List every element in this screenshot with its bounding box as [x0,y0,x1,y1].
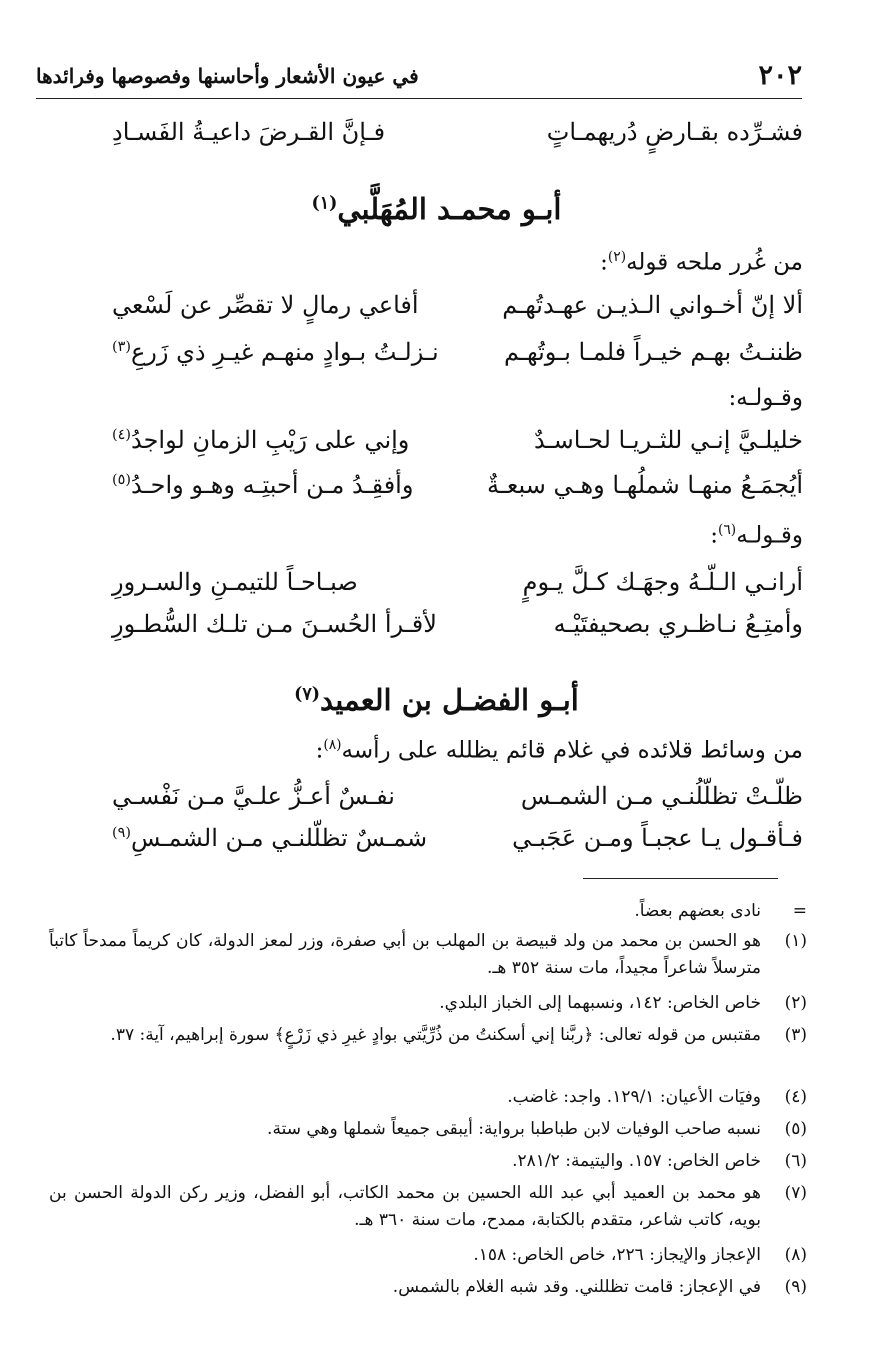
intro-colon: : [315,737,324,764]
verse-first-hemistich: وأمتِـعُ نـاظـري بصحيفتَيْـه [553,610,803,638]
intro-line [600,249,803,276]
verse-second-hemistich [112,428,409,452]
footnote-separator [583,878,778,879]
footnote-number: (٢) [784,993,807,1013]
footnote-number: (٨) [784,1245,807,1265]
footnote-text: في الإعجاز: قامت تظللني. وقد شبه الغلام بالشمس. [392,1277,761,1297]
verse-second-hemistich: صبـاحـاً للتيمـنِ والسـرورِ [112,568,358,596]
footnote-text: مقتبس من قوله تعالى: ﴿ربَّنا إني أسكنتُ من ذُرِّيَّتي بوادٍ غيرِ ذي زَرْعٍ﴾ سورة إبراهيم، آية: ٣٧. [110,1025,761,1045]
footnote-1 [49,928,807,982]
footnote-number: (٧) [784,1183,807,1203]
footnote-ref: (٥) [112,472,131,488]
footnote-number: (٣) [784,1025,807,1045]
verse-text: وأفقِـدُ مـن أحبتِـه وهـو واحـدُ [130,471,414,499]
verse-first-hemistich: أرانـي الـلّـهُ وجهَـك كـلَّ يـومٍ [522,568,803,596]
verse-text: وإني على رَيْبِ الزمانِ لواجدُ [130,426,410,454]
footnote-ref: (١) [311,193,338,214]
section-heading-text: أبـو محمـد المُهَلَّبي [337,192,562,226]
footnote-marker: = [792,901,807,921]
verse-second-hemistich: لأقـرأ الحُسـنَ مـن تلـك السُّطـورِ [112,610,437,638]
verse-text: نـزلـتُ بـوادٍ منهـم غيـرِ ذي زَرعِ [130,338,439,366]
footnote-3 [49,1022,807,1049]
footnote-number: (٩) [784,1277,807,1297]
verse-second-hemistich [112,826,427,850]
verse-first-hemistich: فـأقـول يـا عجبـاً ومـن عَجَبـي [512,824,803,852]
footnote-number: (٦) [784,1151,807,1171]
intro-line [710,522,803,549]
footnote-text: هو محمد بن العميد أبي عبد الله الحسين بن محمد الكاتب، أبو الفضل، وزير ركن الدولة الحسن بن بويه، كاتب شاعر، متقدم بالكتابة، ممدح، مات سنة ٣٦٠ هـ. [49,1183,761,1230]
footnote-5 [49,1116,807,1143]
verse-first-hemistich: خليلـيَّ إنـي للثـريـا لحـاسـدٌ [534,426,803,454]
intro-colon: : [710,522,718,549]
footnote-8 [49,1242,807,1269]
opening-verse-first-hemistich: فشـرِّده بقـارضٍ دُريهمـاتٍ [546,118,803,146]
section-heading-text: أبـو الفضـل بن العميد [319,683,579,717]
footnote-number: (٥) [784,1119,807,1139]
footnote-text: نادى بعضهم بعضاً. [634,901,761,921]
intro-line: وقـولـه: [728,385,803,411]
footnote-text: الإعجاز والإيجاز: ٢٢٦، خاص الخاص: ١٥٨. [473,1245,761,1265]
footnote-ref: (٧) [294,684,320,705]
footnote-text: خاص الخاص: ١٥٧. واليتيمة: ٢٨١/٢. [512,1151,761,1171]
opening-verse-second-hemistich: فـإنَّ القـرضَ داعيـةُ الفَسـادِ [112,118,386,146]
page-number: ٢٠٢ [758,60,802,91]
verse-first-hemistich: ظننـتُ بهـم خيـراً فلمـا بـوتُهـم [504,338,803,366]
intro-text: وقـولـه [736,522,803,549]
verse-first-hemistich: ظلّـتْ تظلّلُنـي مـن الشمـس [520,782,803,810]
verse-second-hemistich: نفـسٌ أعـزُّ علـيَّ مـن نَفْسـي [112,782,395,810]
verse-first-hemistich: أيُجمَـعُ منهـا شملُهـا وهـي سبعـةٌ [487,471,803,499]
footnote-4 [49,1084,807,1111]
footnote-7 [49,1180,807,1234]
verse-second-hemistich: أفاعي رمالٍ لا تقصِّر عن لَسْعي [112,291,419,319]
footnote-ref: (٤) [112,427,131,443]
footnote-text: هو الحسن بن محمد من ولد قبيصة بن المهلب بن أبي صفرة، وزر لمعز الدولة، كان كريماً ممدحاً كاتباً مترسلاً شاعراً مجيداً، مات سنة ٣٥٢ هـ. [49,931,761,978]
footnote-2 [49,990,807,1017]
intro-colon: : [600,249,608,276]
page-header [36,58,802,99]
section-heading-ibn-al-amid [0,683,873,717]
section-heading-al-muhallabi [0,192,873,226]
intro-line [316,737,803,764]
verse-second-hemistich [112,340,439,364]
footnote-number: (١) [784,931,807,951]
footnote-6 [49,1148,807,1175]
verse-text: شمـسٌ تظلّلنـي مـن الشمـسِ [130,824,428,852]
footnote-ref: (٣) [112,339,131,355]
footnote-text: خاص الخاص: ١٤٢، ونسبهما إلى الخباز البلدي. [439,993,761,1013]
running-title: في عيون الأشعار وأحاسنها وفصوصها وفرائدها [36,64,419,88]
footnote-ref: (٩) [112,825,131,841]
footnote-text: نسبه صاحب الوفيات لابن طباطبا برواية: أيبقى جميعاً شملها وهي ستة. [267,1119,761,1139]
footnote-text: وفيَات الأعيان: ١٢٩/١. واجد: غاضب. [507,1087,761,1107]
footnote-ref: (٢) [607,249,627,265]
footnote-ref: (٦) [717,522,737,538]
footnote-ref: (٨) [323,737,342,753]
footnote-9 [49,1274,807,1301]
footnote-number: (٤) [784,1087,807,1107]
footnote-continuation [49,898,807,925]
verse-first-hemistich: ألا إنّ أخـواني الـذيـن عهـدتُهـم [502,291,803,319]
intro-text: من غُرر ملحه قوله [626,249,803,276]
verse-second-hemistich [112,473,413,497]
intro-text: من وسائط قلائده في غلام قائم يظلله على رأسه [341,737,803,764]
